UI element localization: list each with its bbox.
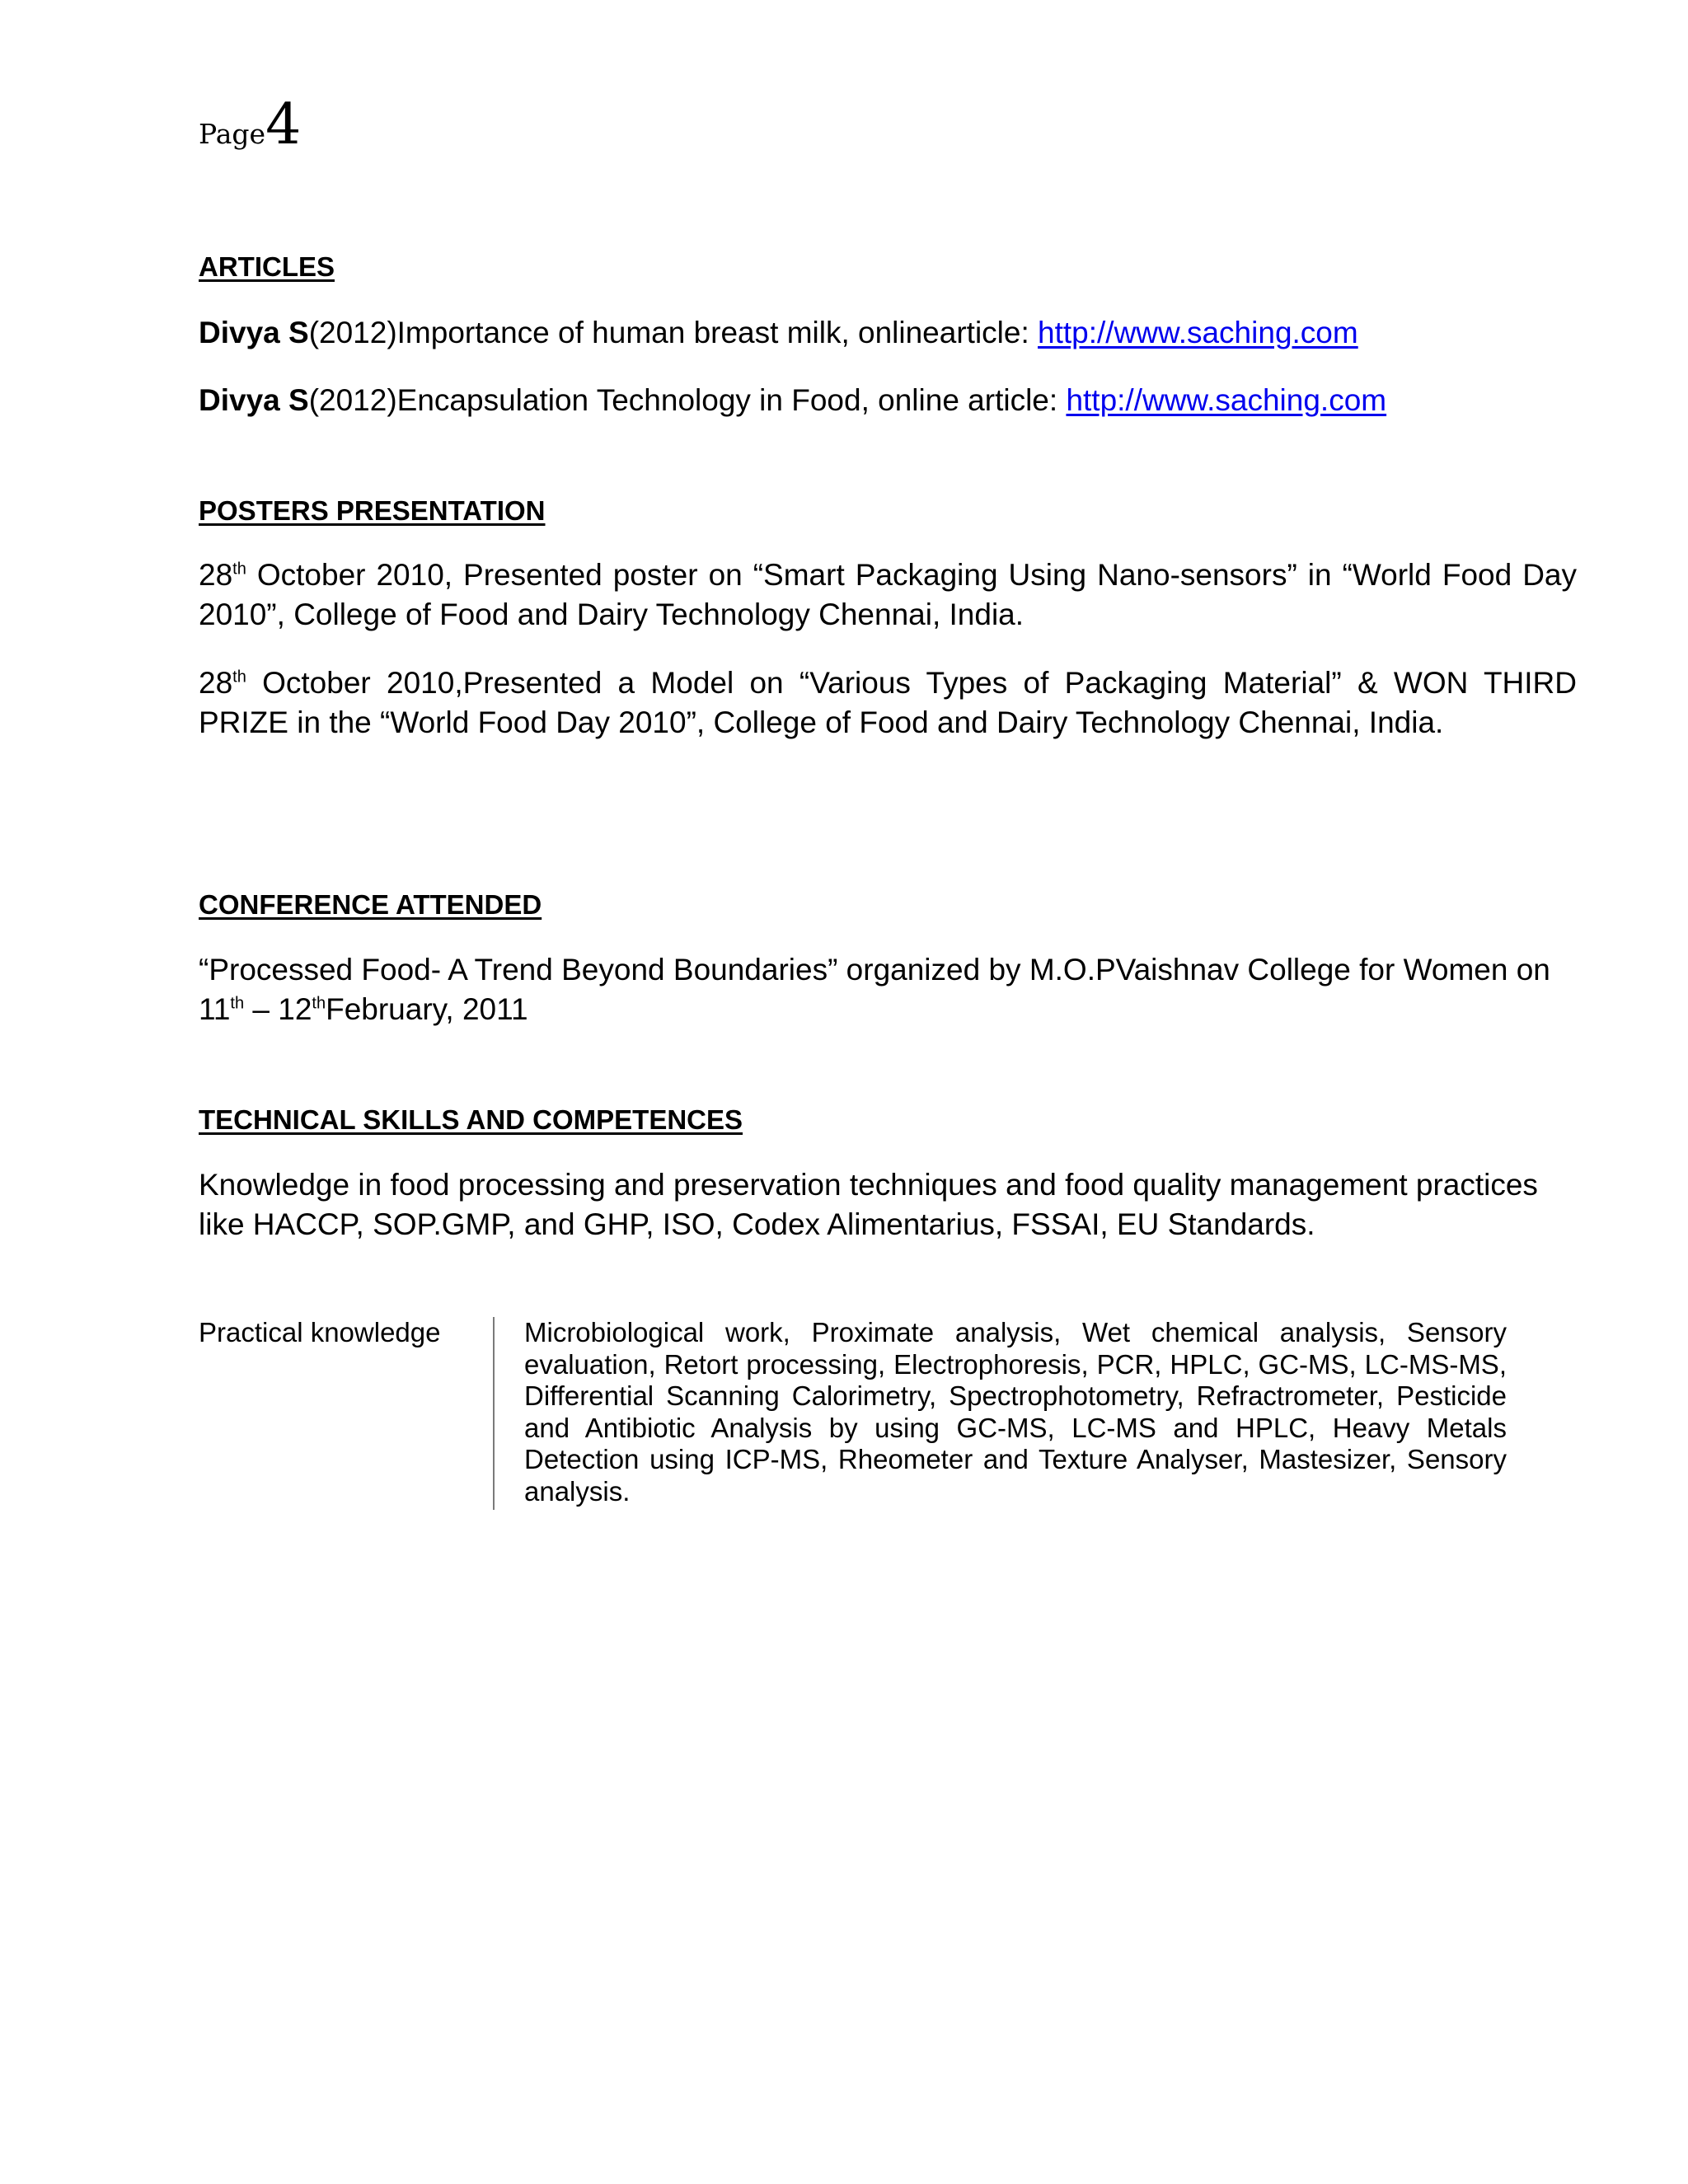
column-divider — [493, 1317, 495, 1510]
conference-day-1: 11 — [199, 992, 231, 1026]
page-label: Page — [199, 118, 266, 150]
articles-heading: ARTICLES — [199, 251, 335, 282]
technical-heading: TECHNICAL SKILLS AND COMPETENCES — [199, 1104, 743, 1135]
article-link[interactable]: http://www.saching.com — [1066, 383, 1387, 417]
article-item-1 — [199, 313, 1577, 353]
practical-knowledge-label: Practical knowledge — [199, 1317, 441, 1347]
article-author: Divya S — [199, 383, 309, 417]
poster-day-suffix: th — [232, 668, 246, 687]
poster-item-2 — [199, 663, 1577, 743]
conference-date-rest: February, 2011 — [326, 992, 528, 1026]
page-number: 4 — [265, 92, 302, 157]
conference-day-2-suffix: th — [312, 994, 326, 1013]
poster-day-suffix: th — [232, 560, 246, 579]
article-text: (2012)Importance of human breast milk, onlinearticle: — [308, 316, 1039, 349]
practical-knowledge-description: Microbiological work, Proximate analysis, Wet chemical analysis, Sensory evaluation, Retort processing, Electrophoresis, PCR, HPLC, GC-MS, LC-MS-MS, Differential Scanning Calorimetry, Spectrophotometry, Refractrometer, Pesticide and Antibiotic Analysis by using GC-MS, LC-MS and HPLC, Heavy Metals Detection using ICP-MS, Rheometer and Texture Analyser, Mastesizer, Sensory analysis. — [524, 1317, 1507, 1507]
article-text: (2012)Encapsulation Technology in Food, online article: — [308, 383, 1067, 417]
conference-day-1-suffix: th — [230, 994, 245, 1013]
poster-text: October 2010, Presented poster on “Smart Packaging Using Nano-sensors” in “World Food Day 2010”, College of Food and Dairy Technology Chennai, India. — [199, 558, 1577, 631]
page-header — [199, 92, 302, 157]
article-link[interactable]: http://www.saching.com — [1038, 316, 1358, 349]
poster-day: 28 — [199, 666, 233, 700]
posters-heading: POSTERS PRESENTATION — [199, 495, 546, 526]
poster-item-1 — [199, 555, 1577, 635]
conference-heading: CONFERENCE ATTENDED — [199, 889, 542, 920]
conference-dash: – — [244, 992, 279, 1026]
technical-summary: Knowledge in food processing and preservation techniques and food quality management practices like HACCP, SOP.GMP, and GHP, ISO, Codex Alimentarius, FSSAI, EU Standards. — [199, 1168, 1538, 1241]
conference-item — [199, 950, 1577, 1029]
poster-text: October 2010,Presented a Model on “Various Types of Packaging Material” & WON THIRD PRIZE in the “World Food Day 2010”, College of Food and Dairy Technology Chennai, India. — [199, 666, 1577, 739]
poster-day: 28 — [199, 558, 233, 592]
article-item-2 — [199, 381, 1577, 420]
article-author: Divya S — [199, 316, 309, 349]
conference-line-1: “Processed Food- A Trend Beyond Boundaries” organized by M.O.PVaishnav College for Women on — [199, 953, 1550, 987]
conference-day-2: 12 — [278, 992, 312, 1026]
